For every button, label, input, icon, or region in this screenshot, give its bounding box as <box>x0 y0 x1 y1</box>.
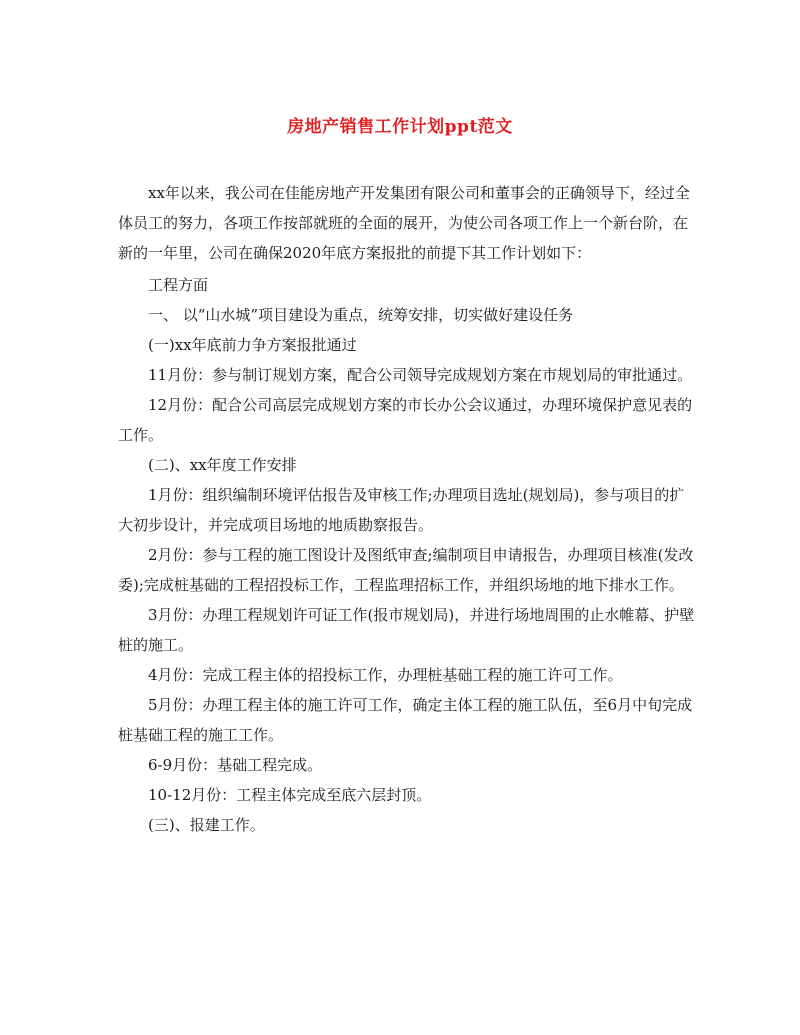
paragraph-december: 12月份：配合公司高层完成规划方案的市长办公会议通过，办理环境保护意见表的工作。 <box>118 396 693 444</box>
paragraph-april: 4月份：完成工程主体的招投标工作，办理桩基础工程的施工许可工作。 <box>148 666 623 684</box>
paragraph-intro: xx年以来，我公司在佳能房地产开发集团有限公司和董事会的正确领导下，经过全体员工的努力，各项工作按部就班的全面的展开，为使公司各项工作上一个新台阶，在新的一年里，公司在确保2020年底方案报批的前提下其工作计划如下： <box>118 184 690 262</box>
paragraph-november: 11月份：参与制订规划方案，配合公司领导完成规划方案在市规划局的审批通过。 <box>148 366 693 384</box>
paragraph-subsection-one: (一)xx年底前力争方案报批通过 <box>148 336 357 354</box>
paragraph-january: 1月份：组织编制环境评估报告及审核工作;办理项目选址(规划局)，参与项目的扩大初步设计，并完成项目场地的地质勘察报告。 <box>118 486 685 534</box>
document-title: 房地产销售工作计划ppt范文 <box>287 117 513 137</box>
paragraph-june-september: 6-9月份：基础工程完成。 <box>148 756 323 774</box>
paragraph-may: 5月份：办理工程主体的施工许可工作，确定主体工程的施工队伍，至6月中旬完成桩基础工程的施工工作。 <box>118 696 693 744</box>
paragraph-section-one: 一、 以“山水城”项目建设为重点，统筹安排，切实做好建设任务 <box>148 306 574 324</box>
paragraph-march: 3月份：办理工程规划许可证工作(报市规划局)，并进行场地周围的止水帷幕、护壁桩的施工。 <box>118 606 695 654</box>
paragraph-engineering-heading: 工程方面 <box>148 276 209 294</box>
paragraph-subsection-three: (三)、报建工作。 <box>148 816 265 834</box>
paragraph-subsection-two: (二)、xx年度工作安排 <box>148 456 297 474</box>
document-body <box>118 178 698 840</box>
paragraph-february: 2月份：参与工程的施工图设计及图纸审查;编制项目申请报告，办理项目核准(发改委);完成桩基础的工程招投标工作，工程监理招标工作，并组织场地的地下排水工作。 <box>118 546 694 594</box>
paragraph-october-december: 10-12月份：工程主体完成至底六层封顶。 <box>148 786 432 804</box>
